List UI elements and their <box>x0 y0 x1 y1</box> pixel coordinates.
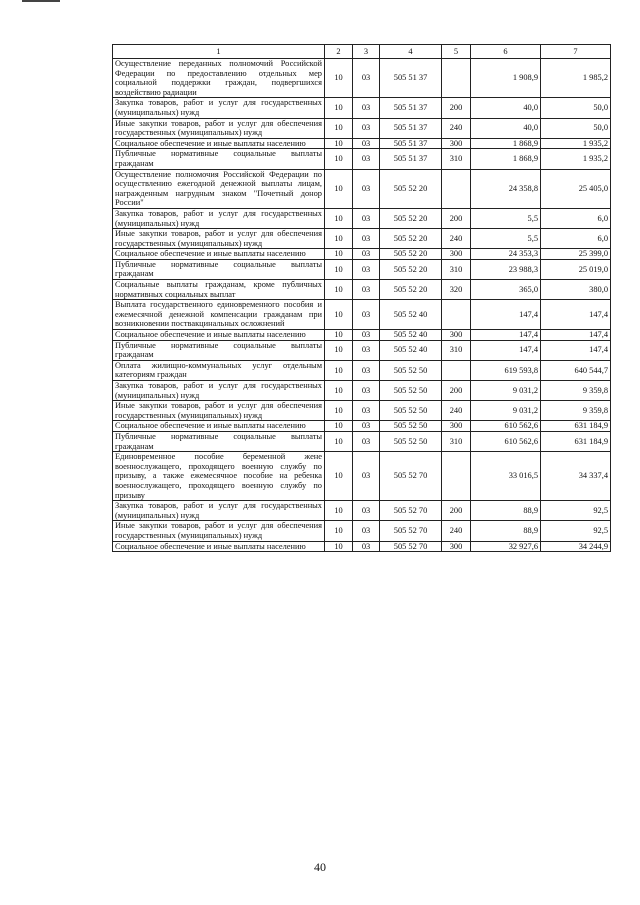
cell-subsection: 03 <box>353 521 380 541</box>
cell-expense-type: 200 <box>442 501 471 521</box>
cell-target-article: 505 52 50 <box>380 401 442 421</box>
table-row <box>113 330 611 341</box>
cell-amount-year-1: 33 016,5 <box>471 452 541 501</box>
cell-name: Социальное обеспечение и иные выплаты населению <box>113 138 325 149</box>
cell-amount-year-1: 1 868,9 <box>471 149 541 169</box>
cell-section: 10 <box>325 208 353 228</box>
cell-target-article: 505 52 70 <box>380 521 442 541</box>
cell-amount-year-2: 6,0 <box>541 208 611 228</box>
cell-subsection: 03 <box>353 98 380 118</box>
cell-section: 10 <box>325 229 353 249</box>
cell-target-article: 505 52 50 <box>380 360 442 380</box>
table-row <box>113 541 611 552</box>
cell-amount-year-2: 25 399,0 <box>541 249 611 260</box>
cell-subsection: 03 <box>353 330 380 341</box>
cell-amount-year-1: 619 593,8 <box>471 360 541 380</box>
cell-section: 10 <box>325 421 353 432</box>
cell-target-article: 505 51 37 <box>380 149 442 169</box>
cell-expense-type: 300 <box>442 541 471 552</box>
cell-amount-year-2: 147,4 <box>541 330 611 341</box>
cell-name: Оплата жилищно-коммунальных услуг отдельным категориям граждан <box>113 360 325 380</box>
cell-amount-year-1: 147,4 <box>471 340 541 360</box>
cell-section: 10 <box>325 169 353 208</box>
cell-expense-type <box>442 452 471 501</box>
cell-amount-year-1: 24 358,8 <box>471 169 541 208</box>
table-row <box>113 259 611 279</box>
cell-name: Закупка товаров, работ и услуг для государственных (муниципальных) нужд <box>113 98 325 118</box>
table-row <box>113 452 611 501</box>
cell-subsection: 03 <box>353 452 380 501</box>
cell-amount-year-2: 50,0 <box>541 98 611 118</box>
table-row <box>113 169 611 208</box>
cell-amount-year-1: 147,4 <box>471 330 541 341</box>
cell-subsection: 03 <box>353 431 380 451</box>
header-col-7: 7 <box>541 45 611 59</box>
cell-target-article: 505 51 37 <box>380 118 442 138</box>
cell-amount-year-1: 5,5 <box>471 208 541 228</box>
cell-name: Осуществление переданных полномочий Российской Федерации по предоставлению отдельных мер социальной поддержки граждан, подвергшихся воздействию радиации <box>113 59 325 98</box>
cell-subsection: 03 <box>353 59 380 98</box>
cell-section: 10 <box>325 501 353 521</box>
cell-target-article: 505 52 70 <box>380 541 442 552</box>
cell-subsection: 03 <box>353 360 380 380</box>
cell-section: 10 <box>325 259 353 279</box>
budget-table <box>112 44 611 552</box>
table-row <box>113 501 611 521</box>
cell-amount-year-1: 1 908,9 <box>471 59 541 98</box>
cell-amount-year-2: 25 405,0 <box>541 169 611 208</box>
cell-target-article: 505 52 20 <box>380 259 442 279</box>
table-header-row <box>113 45 611 59</box>
table-row <box>113 521 611 541</box>
cell-expense-type <box>442 59 471 98</box>
table-row <box>113 118 611 138</box>
cell-target-article: 505 52 70 <box>380 452 442 501</box>
cell-amount-year-1: 147,4 <box>471 300 541 330</box>
cell-name: Социальное обеспечение и иные выплаты населению <box>113 330 325 341</box>
cell-section: 10 <box>325 280 353 300</box>
table-row <box>113 98 611 118</box>
header-col-3: 3 <box>353 45 380 59</box>
cell-name: Публичные нормативные социальные выплаты гражданам <box>113 431 325 451</box>
cell-section: 10 <box>325 59 353 98</box>
cell-subsection: 03 <box>353 280 380 300</box>
cell-section: 10 <box>325 340 353 360</box>
cell-name: Иные закупки товаров, работ и услуг для обеспечения государственных (муниципальных) нужд <box>113 401 325 421</box>
cell-target-article: 505 52 20 <box>380 169 442 208</box>
cell-amount-year-1: 23 988,3 <box>471 259 541 279</box>
cell-amount-year-2: 640 544,7 <box>541 360 611 380</box>
cell-target-article: 505 52 40 <box>380 330 442 341</box>
cell-amount-year-2: 92,5 <box>541 501 611 521</box>
cell-target-article: 505 52 50 <box>380 431 442 451</box>
cell-section: 10 <box>325 431 353 451</box>
cell-subsection: 03 <box>353 541 380 552</box>
cell-amount-year-2: 50,0 <box>541 118 611 138</box>
cell-expense-type: 310 <box>442 431 471 451</box>
cell-target-article: 505 52 50 <box>380 421 442 432</box>
cell-amount-year-2: 25 019,0 <box>541 259 611 279</box>
cell-subsection: 03 <box>353 340 380 360</box>
cell-amount-year-2: 380,0 <box>541 280 611 300</box>
cell-expense-type: 310 <box>442 340 471 360</box>
cell-expense-type <box>442 300 471 330</box>
cell-expense-type: 200 <box>442 208 471 228</box>
cell-section: 10 <box>325 521 353 541</box>
cell-amount-year-2: 6,0 <box>541 229 611 249</box>
cell-expense-type: 310 <box>442 259 471 279</box>
cell-amount-year-2: 92,5 <box>541 521 611 541</box>
header-col-6: 6 <box>471 45 541 59</box>
table-row <box>113 421 611 432</box>
cell-section: 10 <box>325 249 353 260</box>
cell-target-article: 505 52 20 <box>380 249 442 260</box>
cell-subsection: 03 <box>353 381 380 401</box>
cell-name: Социальное обеспечение и иные выплаты населению <box>113 541 325 552</box>
cell-target-article: 505 52 70 <box>380 501 442 521</box>
cell-amount-year-1: 9 031,2 <box>471 381 541 401</box>
cell-amount-year-1: 40,0 <box>471 98 541 118</box>
cell-target-article: 505 52 40 <box>380 340 442 360</box>
header-col-4: 4 <box>380 45 442 59</box>
cell-subsection: 03 <box>353 300 380 330</box>
cell-target-article: 505 52 20 <box>380 208 442 228</box>
cell-expense-type <box>442 169 471 208</box>
scan-corner-mark <box>22 0 60 2</box>
table-row <box>113 229 611 249</box>
cell-target-article: 505 51 37 <box>380 98 442 118</box>
cell-expense-type <box>442 360 471 380</box>
cell-amount-year-2: 1 985,2 <box>541 59 611 98</box>
cell-section: 10 <box>325 98 353 118</box>
cell-name: Выплата государственного единовременного пособия и ежемесячной денежной компенсации гражданам при возникновении поствакцинальных осложнений <box>113 300 325 330</box>
cell-amount-year-2: 147,4 <box>541 300 611 330</box>
table-row <box>113 360 611 380</box>
cell-section: 10 <box>325 138 353 149</box>
cell-name: Публичные нормативные социальные выплаты гражданам <box>113 149 325 169</box>
cell-expense-type: 300 <box>442 330 471 341</box>
cell-amount-year-2: 147,4 <box>541 340 611 360</box>
cell-expense-type: 310 <box>442 149 471 169</box>
cell-amount-year-1: 40,0 <box>471 118 541 138</box>
cell-amount-year-1: 1 868,9 <box>471 138 541 149</box>
cell-section: 10 <box>325 541 353 552</box>
cell-name: Иные закупки товаров, работ и услуг для обеспечения государственных (муниципальных) нужд <box>113 521 325 541</box>
header-col-2: 2 <box>325 45 353 59</box>
cell-name: Закупка товаров, работ и услуг для государственных (муниципальных) нужд <box>113 501 325 521</box>
cell-name: Иные закупки товаров, работ и услуг для обеспечения государственных (муниципальных) нужд <box>113 229 325 249</box>
cell-amount-year-2: 631 184,9 <box>541 421 611 432</box>
cell-amount-year-2: 9 359,8 <box>541 381 611 401</box>
cell-name: Социальные выплаты гражданам, кроме публичных нормативных социальных выплат <box>113 280 325 300</box>
cell-subsection: 03 <box>353 259 380 279</box>
cell-amount-year-2: 34 337,4 <box>541 452 611 501</box>
cell-expense-type: 200 <box>442 381 471 401</box>
header-col-1: 1 <box>113 45 325 59</box>
table-row <box>113 149 611 169</box>
table-row <box>113 208 611 228</box>
cell-expense-type: 300 <box>442 421 471 432</box>
cell-amount-year-2: 9 359,8 <box>541 401 611 421</box>
page-number: 40 <box>314 860 326 874</box>
cell-name: Публичные нормативные социальные выплаты гражданам <box>113 340 325 360</box>
table-row <box>113 249 611 260</box>
cell-section: 10 <box>325 401 353 421</box>
table-row <box>113 431 611 451</box>
table-row <box>113 59 611 98</box>
cell-name: Социальное обеспечение и иные выплаты населению <box>113 421 325 432</box>
cell-amount-year-1: 24 353,3 <box>471 249 541 260</box>
cell-amount-year-1: 5,5 <box>471 229 541 249</box>
table-row <box>113 340 611 360</box>
cell-amount-year-1: 88,9 <box>471 521 541 541</box>
cell-amount-year-1: 610 562,6 <box>471 421 541 432</box>
header-col-5: 5 <box>442 45 471 59</box>
cell-subsection: 03 <box>353 401 380 421</box>
cell-amount-year-1: 365,0 <box>471 280 541 300</box>
cell-section: 10 <box>325 149 353 169</box>
cell-subsection: 03 <box>353 208 380 228</box>
cell-subsection: 03 <box>353 149 380 169</box>
cell-amount-year-1: 88,9 <box>471 501 541 521</box>
cell-name: Закупка товаров, работ и услуг для государственных (муниципальных) нужд <box>113 381 325 401</box>
cell-amount-year-1: 32 927,6 <box>471 541 541 552</box>
cell-amount-year-1: 9 031,2 <box>471 401 541 421</box>
cell-subsection: 03 <box>353 169 380 208</box>
cell-section: 10 <box>325 360 353 380</box>
cell-target-article: 505 52 20 <box>380 229 442 249</box>
cell-expense-type: 240 <box>442 118 471 138</box>
cell-amount-year-2: 34 244,9 <box>541 541 611 552</box>
table-body <box>113 59 611 552</box>
cell-expense-type: 300 <box>442 249 471 260</box>
cell-section: 10 <box>325 300 353 330</box>
cell-amount-year-2: 631 184,9 <box>541 431 611 451</box>
cell-name: Единовременное пособие беременной жене военнослужащего, проходящего военную службу по призыву, а также ежемесячное пособие на ребенка военнослужащего, проходящего военную службу по призыву <box>113 452 325 501</box>
cell-name: Иные закупки товаров, работ и услуг для обеспечения государственных (муниципальных) нужд <box>113 118 325 138</box>
cell-target-article: 505 52 20 <box>380 280 442 300</box>
table-row <box>113 381 611 401</box>
cell-name: Публичные нормативные социальные выплаты гражданам <box>113 259 325 279</box>
cell-expense-type: 200 <box>442 98 471 118</box>
cell-expense-type: 240 <box>442 401 471 421</box>
cell-subsection: 03 <box>353 229 380 249</box>
table-row <box>113 300 611 330</box>
cell-target-article: 505 52 40 <box>380 300 442 330</box>
cell-amount-year-2: 1 935,2 <box>541 138 611 149</box>
cell-expense-type: 300 <box>442 138 471 149</box>
cell-section: 10 <box>325 330 353 341</box>
cell-subsection: 03 <box>353 249 380 260</box>
cell-section: 10 <box>325 381 353 401</box>
table-row <box>113 401 611 421</box>
cell-section: 10 <box>325 452 353 501</box>
cell-name: Социальное обеспечение и иные выплаты населению <box>113 249 325 260</box>
cell-target-article: 505 51 37 <box>380 59 442 98</box>
cell-subsection: 03 <box>353 118 380 138</box>
cell-target-article: 505 51 37 <box>380 138 442 149</box>
cell-target-article: 505 52 50 <box>380 381 442 401</box>
cell-name: Закупка товаров, работ и услуг для государственных (муниципальных) нужд <box>113 208 325 228</box>
cell-expense-type: 240 <box>442 229 471 249</box>
cell-subsection: 03 <box>353 421 380 432</box>
cell-section: 10 <box>325 118 353 138</box>
table-row <box>113 138 611 149</box>
cell-expense-type: 320 <box>442 280 471 300</box>
cell-subsection: 03 <box>353 501 380 521</box>
cell-expense-type: 240 <box>442 521 471 541</box>
cell-name: Осуществление полномочия Российской Федерации по осуществлению ежегодной денежной выплаты лицам, награжденным нагрудным знаком "Почетный донор России" <box>113 169 325 208</box>
cell-amount-year-2: 1 935,2 <box>541 149 611 169</box>
cell-amount-year-1: 610 562,6 <box>471 431 541 451</box>
cell-subsection: 03 <box>353 138 380 149</box>
table-row <box>113 280 611 300</box>
